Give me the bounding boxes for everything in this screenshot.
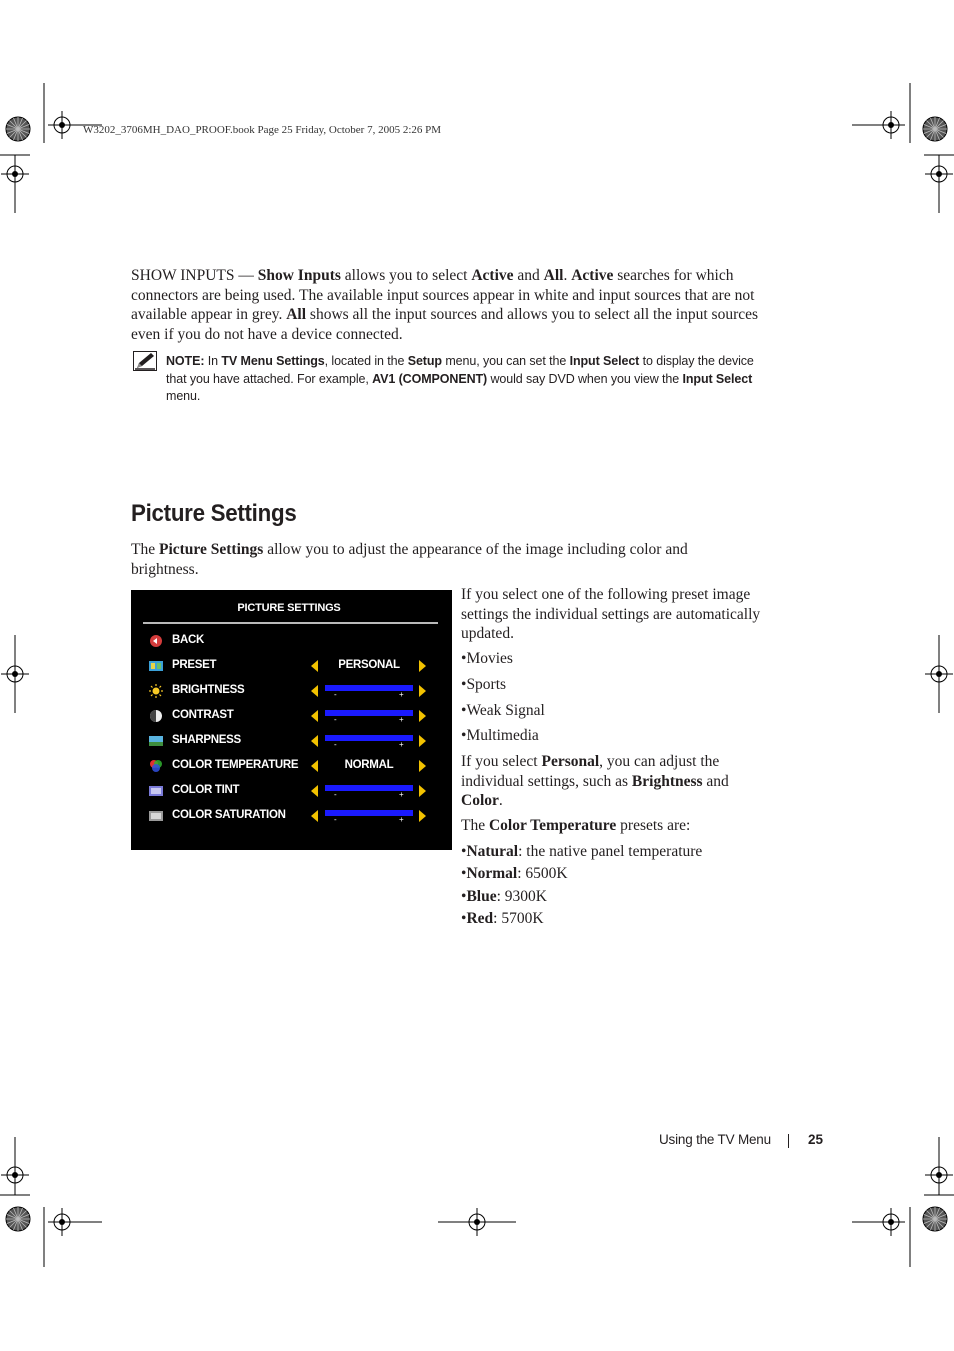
preset-list-item: •Sports xyxy=(461,676,507,693)
term-show-inputs: Show Inputs xyxy=(257,267,341,284)
menu-item-preset[interactable]: PRESET PERSONAL xyxy=(131,656,452,676)
preset-icon xyxy=(148,659,164,673)
color-saturation-right-arrow-icon[interactable] xyxy=(419,810,426,822)
menu-item-back[interactable]: BACK xyxy=(131,631,452,651)
menu-item-color-tint[interactable]: COLOR TINT - + xyxy=(131,781,452,801)
preset-right-arrow-icon[interactable] xyxy=(419,660,426,672)
sun-icon xyxy=(148,684,164,698)
note-box: NOTE: In TV Menu Settings, located in the Setup menu, you can set the Input Select to display the device that you have attached. For example, AV1 (COMPONENT) would say DVD when you view the Input Select menu. xyxy=(166,354,754,404)
temperature-list-item: •Natural: the native panel temperature xyxy=(461,843,703,860)
menu-item-brightness[interactable]: BRIGHTNESS - + xyxy=(131,681,452,701)
preset-list-item: •Multimedia xyxy=(461,727,539,744)
color-tint-right-arrow-icon[interactable] xyxy=(419,785,426,797)
contrast-icon xyxy=(148,709,164,723)
personal-paragraph: If you select Personal, you can adjust the individual settings, such as Brightness and Color. xyxy=(461,753,729,810)
preset-value: PERSONAL xyxy=(338,659,400,671)
color-saturation-left-arrow-icon[interactable] xyxy=(311,810,318,822)
picture-settings-menu xyxy=(131,590,452,850)
menu-item-sharpness[interactable]: SHARPNESS - + xyxy=(131,731,452,751)
color-temperature-value: NORMAL xyxy=(344,759,394,771)
footer-separator xyxy=(788,1134,789,1148)
menu-item-color-temperature[interactable]: COLOR TEMPERATURE NORMAL xyxy=(131,756,452,776)
preset-left-arrow-icon[interactable] xyxy=(311,660,318,672)
menu-item-contrast[interactable]: CONTRAST - + xyxy=(131,706,452,726)
brightness-left-arrow-icon[interactable] xyxy=(311,685,318,697)
show-inputs-paragraph: SHOW INPUTS — Show Inputs allows you to select Active and All. Active searches for which connectors are being used. The available input sources appear in white and input sources that are not available appear in grey. All shows all the input sources and allows you to select all the input sources even if you do not have a device connected. xyxy=(131,267,759,343)
page-number: 25 xyxy=(808,1132,824,1147)
menu-title: PICTURE SETTINGS xyxy=(237,602,341,614)
contrast-right-arrow-icon[interactable] xyxy=(419,710,426,722)
color-temperature-right-arrow-icon[interactable] xyxy=(419,760,426,772)
color-tint-left-arrow-icon[interactable] xyxy=(311,785,318,797)
sharpness-icon xyxy=(148,734,164,748)
note-pencil-icon xyxy=(133,351,157,371)
temperature-list-item: •Normal: 6500K xyxy=(461,865,568,882)
preset-list-item: •Movies xyxy=(461,650,513,667)
show-inputs-label: SHOW INPUTS — xyxy=(131,267,254,284)
section-heading: Picture Settings xyxy=(131,500,297,527)
sharpness-right-arrow-icon[interactable] xyxy=(419,735,426,747)
color-saturation-icon xyxy=(148,809,164,823)
temperature-list-item: •Red: 5700K xyxy=(461,910,544,927)
preset-intro: If you select one of the following preset image settings the individual settings are automatically updated. xyxy=(461,586,761,643)
contrast-left-arrow-icon[interactable] xyxy=(311,710,318,722)
sharpness-left-arrow-icon[interactable] xyxy=(311,735,318,747)
preset-list-item: •Weak Signal xyxy=(461,702,545,719)
back-icon xyxy=(148,634,164,648)
temperature-list-item: •Blue: 9300K xyxy=(461,888,547,905)
color-tint-icon xyxy=(148,784,164,798)
color-temperature-paragraph: The Color Temperature presets are: xyxy=(461,817,691,834)
note-label: NOTE: xyxy=(166,354,205,368)
proof-header: W3202_3706MH_DAO_PROOF.book Page 25 Friday, October 7, 2005 2:26 PM xyxy=(83,124,442,136)
brightness-right-arrow-icon[interactable] xyxy=(419,685,426,697)
menu-item-color-saturation[interactable]: COLOR SATURATION - + xyxy=(131,806,452,826)
color-temperature-icon xyxy=(148,759,164,773)
footer-chapter-title: Using the TV Menu xyxy=(659,1132,771,1147)
section-description: The Picture Settings allow you to adjust the appearance of the image including color and brightness. xyxy=(131,541,688,578)
color-temperature-left-arrow-icon[interactable] xyxy=(311,760,318,772)
menu-divider xyxy=(143,622,438,624)
